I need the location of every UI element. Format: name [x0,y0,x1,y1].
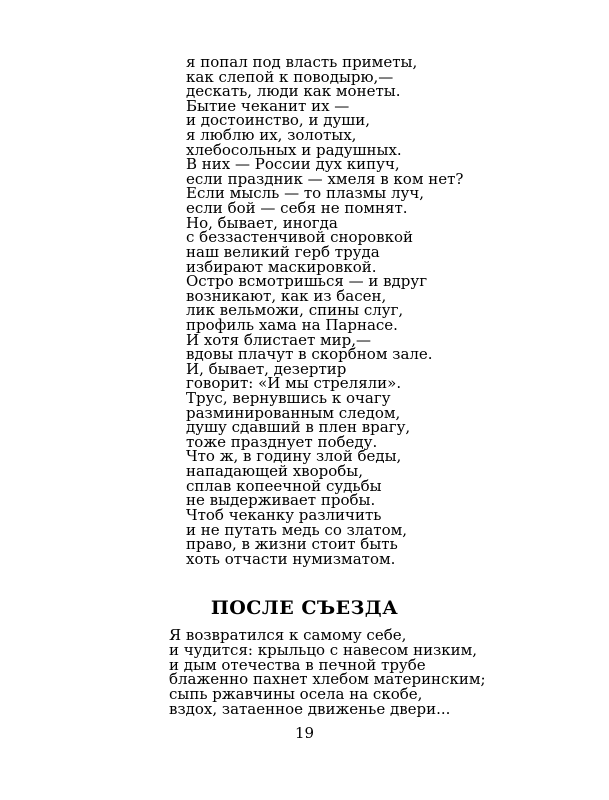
poem-line: и дым отечества в печной трубе [169,655,426,674]
poem-line: я люблю их, золотых, [186,126,357,145]
poem-line: блаженно пахнет хлебом материнским; [169,670,486,689]
poem-line: как слепой к поводырю,— [186,67,394,86]
poem-line: душу сдавший в плен врагу, [186,418,411,437]
poem-line: Остро всмотришься — и вдруг [186,272,428,291]
poem-line: профиль хама на Парнасе. [186,315,398,334]
poem-line: вздох, затаенное движенье двери... [169,699,451,718]
poem-line: говорит: «И мы стреляли». [186,374,402,393]
poem-line: Если мысль — то плазмы луч, [186,184,425,203]
poem-line: Но, бывает, иногда [186,213,338,232]
poem-line: вдовы плачут в скорбном зале. [186,345,433,364]
poem-line: Что ж, в годину злой беды, [186,447,402,466]
poem-line: Чтоб чеканку различить [186,505,382,524]
poem-line: хоть отчасти нумизматом. [186,549,396,568]
poem-line: и достоинство, и души, [186,111,371,130]
page-number: 19 [294,724,315,742]
poem-line: И, бывает, дезертир [186,359,347,378]
poem-line: нападающей хворобы, [186,462,364,481]
poem-line: не выдерживает пробы. [186,491,376,510]
poem-line: и чудится: крыльцо с навесом низким, [169,640,478,659]
poem-line: с беззастенчивой сноровкой [186,228,414,247]
poem-title: ПОСЛЕ СЪЕЗДА [210,597,399,619]
poem-line: Я возвратился к самому себе, [169,626,407,644]
poem-line: сыпь ржавчины осела на скобе, [169,685,423,704]
poem-line: В них — России дух кипуч, [186,155,400,174]
poem-line: право, в жизни стоит быть [186,535,398,554]
poem-line: дескать, люди как монеты. [186,82,401,101]
poem-line: лик вельможи, спины слуг, [186,301,404,320]
poem-line: Бытие чеканит их — [186,96,350,115]
poem-line: если бой — себя не помнят. [186,199,408,218]
next-poem-stanza [169,628,486,717]
poem-line: разминированным следом, [186,403,401,422]
poem-line: наш великий герб труда [186,242,380,261]
poem-line: возникают, как из басен, [186,286,387,305]
poem-line: хлебосольных и радушных. [186,140,402,159]
poem-line: если праздник — хмеля в ком нет? [186,169,464,188]
poem-line: избирают маскировкой. [186,257,377,276]
poem-line: Трус, вернувшись к очагу [186,389,391,408]
poem-line: я попал под власть приметы, [186,53,418,71]
poem-continuation [186,55,463,566]
poem-line: И хотя блистает мир,— [186,330,372,349]
poem-line: сплав копеечной судьбы [186,476,382,495]
poem-line: и не путать медь со златом, [186,520,408,539]
poem-line: тоже празднует победу. [186,432,378,451]
